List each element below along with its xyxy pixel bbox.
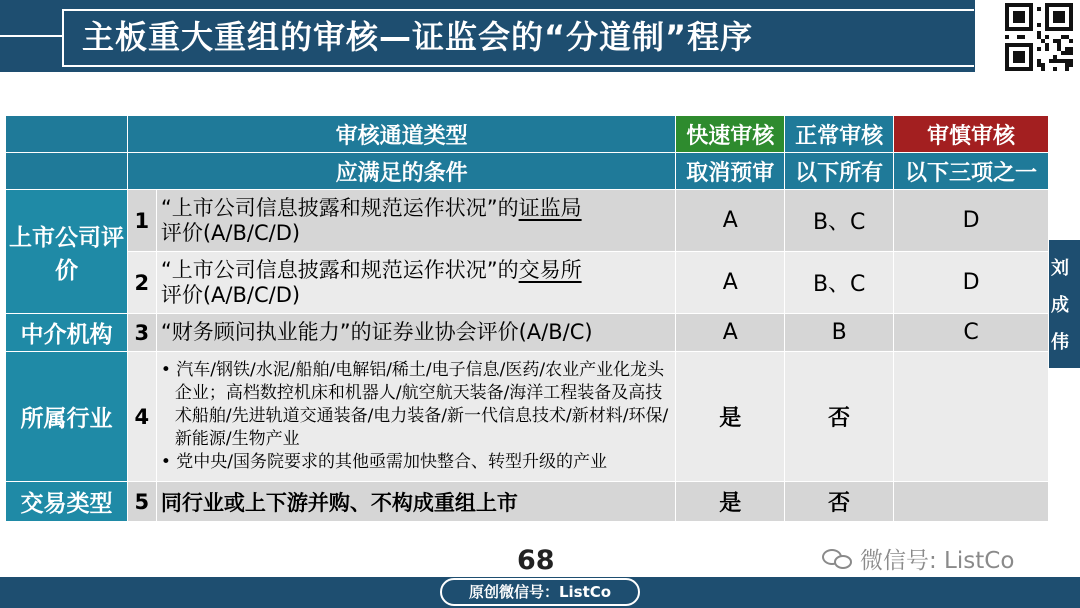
author-char: 伟 (1051, 332, 1069, 354)
footer-account: 原创微信号：ListCo (440, 578, 640, 606)
value-careful: D (894, 190, 1049, 252)
author-char: 刘 (1051, 257, 1069, 279)
cond-fast: 取消预审 (676, 153, 785, 190)
value-fast: 是 (676, 352, 785, 482)
header-corner (6, 116, 128, 153)
row-description: 同行业或上下游并购、不构成重组上市 (156, 482, 675, 522)
header-corner-2 (6, 153, 128, 190)
header-conditions: 应满足的条件 (127, 153, 675, 190)
qr-code-icon (1005, 3, 1077, 71)
row-number: 1 (127, 190, 156, 252)
value-careful (894, 482, 1049, 522)
category-listed-company: 上市公司评价 (6, 190, 128, 314)
slide-title: 主板重大重组的审核—证监会的“分道制”程序 (82, 18, 754, 56)
author-char: 成 (1051, 294, 1069, 316)
category-transaction: 交易类型 (6, 482, 128, 522)
row-number: 4 (127, 352, 156, 482)
cond-normal: 以下所有 (785, 153, 894, 190)
value-fast: A (676, 190, 785, 252)
wechat-icon (822, 547, 854, 571)
header-normal: 正常审核 (785, 116, 894, 153)
value-careful: D (894, 252, 1049, 314)
value-careful: C (894, 314, 1049, 352)
bullet-item: • 汽车/钢铁/水泥/船舶/电解铝/稀土/电子信息/医药/农业产业化龙头企业；高档数控机床和机器人/航空航天装备/海洋工程装备及高技术船舶/先进轨道交通装备/电力装备/新一代信息技术/新材料/环保/新能源/生物产业 (160, 360, 669, 449)
cond-careful: 以下三项之一 (894, 153, 1049, 190)
value-normal: B (785, 314, 894, 352)
title-rule (0, 35, 62, 37)
category-intermediary: 中介机构 (6, 314, 128, 352)
header-channel-type: 审核通道类型 (127, 116, 675, 153)
value-normal: 否 (785, 352, 894, 482)
value-fast: A (676, 252, 785, 314)
watermark-text: 微信号: ListCo (860, 548, 1015, 574)
page-number: 68 (517, 545, 555, 576)
bullet-item: • 党中央/国务院要求的其他亟需加快整合、转型升级的产业 (160, 452, 608, 472)
row-number: 3 (127, 314, 156, 352)
value-normal: B、C (785, 252, 894, 314)
row-number: 5 (127, 482, 156, 522)
row-number: 2 (127, 252, 156, 314)
value-normal: 否 (785, 482, 894, 522)
row-description: “上市公司信息披露和规范运作状况”的证监局 评价(A/B/C/D) (156, 190, 675, 252)
value-careful (894, 352, 1049, 482)
header-careful: 审慎审核 (894, 116, 1049, 153)
value-fast: A (676, 314, 785, 352)
value-fast: 是 (676, 482, 785, 522)
row-description: “上市公司信息披露和规范运作状况”的交易所 评价(A/B/C/D) (156, 252, 675, 314)
review-channel-table (5, 115, 1049, 522)
row-bullets (156, 352, 675, 482)
row-description: “财务顾问执业能力”的证券业协会评价(A/B/C) (156, 314, 675, 352)
value-normal: B、C (785, 190, 894, 252)
header-fast: 快速审核 (676, 116, 785, 153)
category-industry: 所属行业 (6, 352, 128, 482)
watermark (822, 542, 1014, 575)
